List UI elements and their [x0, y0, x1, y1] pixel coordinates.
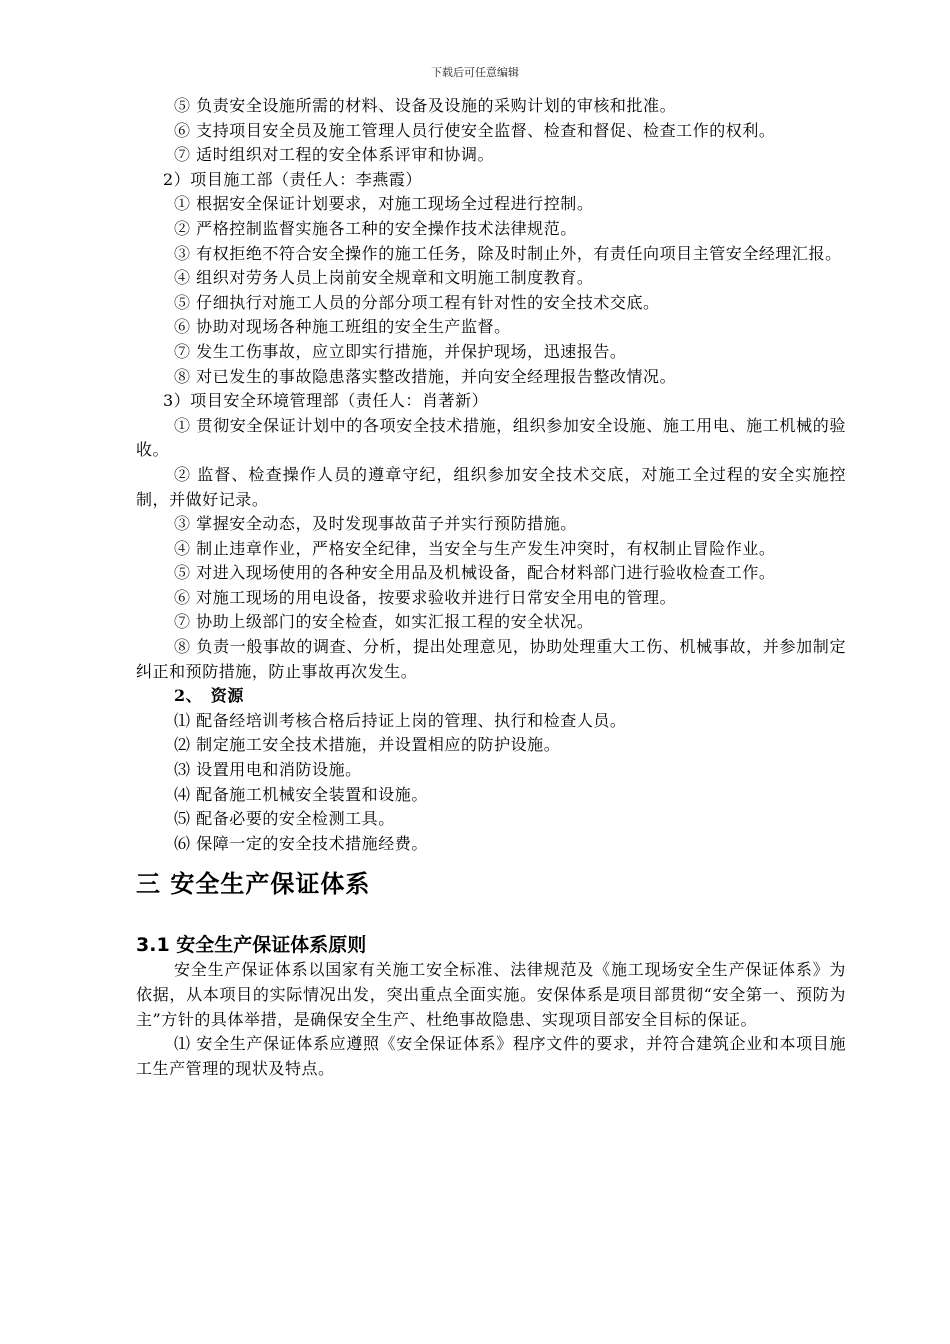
section-heading: 3.1 安全生产保证体系原则 — [136, 934, 367, 957]
page-header: 下载后可任意编辑 — [431, 66, 519, 79]
paragraph: ⑴ 安全生产保证体系应遵照《安全保证体系》程序文件的要求，并符合建筑企业和本项目施工生产管理的现状及特点。 — [136, 1034, 846, 1078]
paragraph: ⑥ 对施工现场的用电设备，按要求验收并进行日常安全用电的管理。 — [174, 587, 677, 607]
paragraph: 安全生产保证体系以国家有关施工安全标准、法律规范及《施工现场安全生产保证体系》为依据，从本项目的实际情况出发，突出重点全面实施。安保体系是项目部贯彻“安全第一、预防为主”方针的具体举措，是确保安全生产、杜绝事故隐患、实现项目部安全目标的保证。 — [136, 960, 846, 1029]
list-item: ⑸ 配备必要的安全检测工具。 — [174, 809, 395, 829]
paragraph: ⑧ 对已发生的事故隐患落实整改措施，并向安全经理报告整改情况。 — [174, 366, 677, 386]
list-item: ⑹ 保障一定的安全技术措施经费。 — [174, 833, 428, 853]
paragraph: ⑥ 协助对现场各种施工班组的安全生产监督。 — [174, 317, 511, 337]
paragraph: ④ 制止违章作业，严格安全纪律，当安全与生产发生冲突时，有权制止冒险作业。 — [174, 538, 776, 558]
section-subheading: 2、 资源 — [174, 686, 244, 706]
paragraph: ① 贯彻安全保证计划中的各项安全技术措施，组织参加安全设施、施工用电、施工机械的验收。 — [136, 415, 846, 460]
subsection-heading: 2）项目施工部（责任人：李燕霞） — [163, 169, 422, 189]
document-body — [136, 94, 846, 1081]
paragraph: ① 根据安全保证计划要求，对施工现场全过程进行控制。 — [174, 194, 594, 214]
paragraph: ⑧ 负责一般事故的调查、分析，提出处理意见，协助处理重大工伤、机械事故，并参加制定纠正和预防措施，防止事故再次发生。 — [136, 637, 846, 681]
list-item: ⑷ 配备施工机械安全装置和设施。 — [174, 784, 428, 804]
paragraph: ② 监督、检查操作人员的遵章守纪，组织参加安全技术交底，对施工全过程的安全实施控制，并做好记录。 — [136, 464, 846, 509]
paragraph: ④ 组织对劳务人员上岗前安全规章和文明施工制度教育。 — [174, 268, 594, 288]
paragraph: ③ 掌握安全动态，及时发现事故苗子并实行预防措施。 — [174, 514, 577, 534]
paragraph: ⑦ 发生工伤事故，应立即实行措施，并保护现场，迅速报告。 — [174, 341, 627, 361]
paragraph: ⑦ 适时组织对工程的安全体系评审和协调。 — [174, 145, 495, 165]
paragraph: ② 严格控制监督实施各工种的安全操作技术法律规范。 — [174, 218, 577, 238]
paragraph: ⑥ 支持项目安全员及施工管理人员行使安全监督、检查和督促、检查工作的权利。 — [174, 120, 776, 140]
list-item: ⑴ 配备经培训考核合格后持证上岗的管理、执行和检查人员。 — [174, 710, 627, 730]
list-item: ⑵ 制定施工安全技术措施，并设置相应的防护设施。 — [174, 735, 561, 755]
chapter-heading: 三 安全生产保证体系 — [136, 870, 371, 899]
paragraph: ⑤ 对进入现场使用的各种安全用品及机械设备，配合材料部门进行验收检查工作。 — [174, 563, 776, 583]
paragraph: ⑦ 协助上级部门的安全检查，如实汇报工程的安全状况。 — [174, 612, 594, 632]
paragraph: ③ 有权拒绝不符合安全操作的施工任务，除及时制止外，有责任向项目主管安全经理汇报。 — [174, 243, 842, 263]
list-item: ⑶ 设置用电和消防设施。 — [174, 760, 362, 780]
subsection-heading: 3）项目安全环境管理部（责任人：肖著新） — [163, 391, 489, 411]
paragraph: ⑤ 负责安全设施所需的材料、设备及设施的采购计划的审核和批准。 — [174, 96, 677, 115]
paragraph: ⑤ 仔细执行对施工人员的分部分项工程有针对性的安全技术交底。 — [174, 292, 660, 312]
